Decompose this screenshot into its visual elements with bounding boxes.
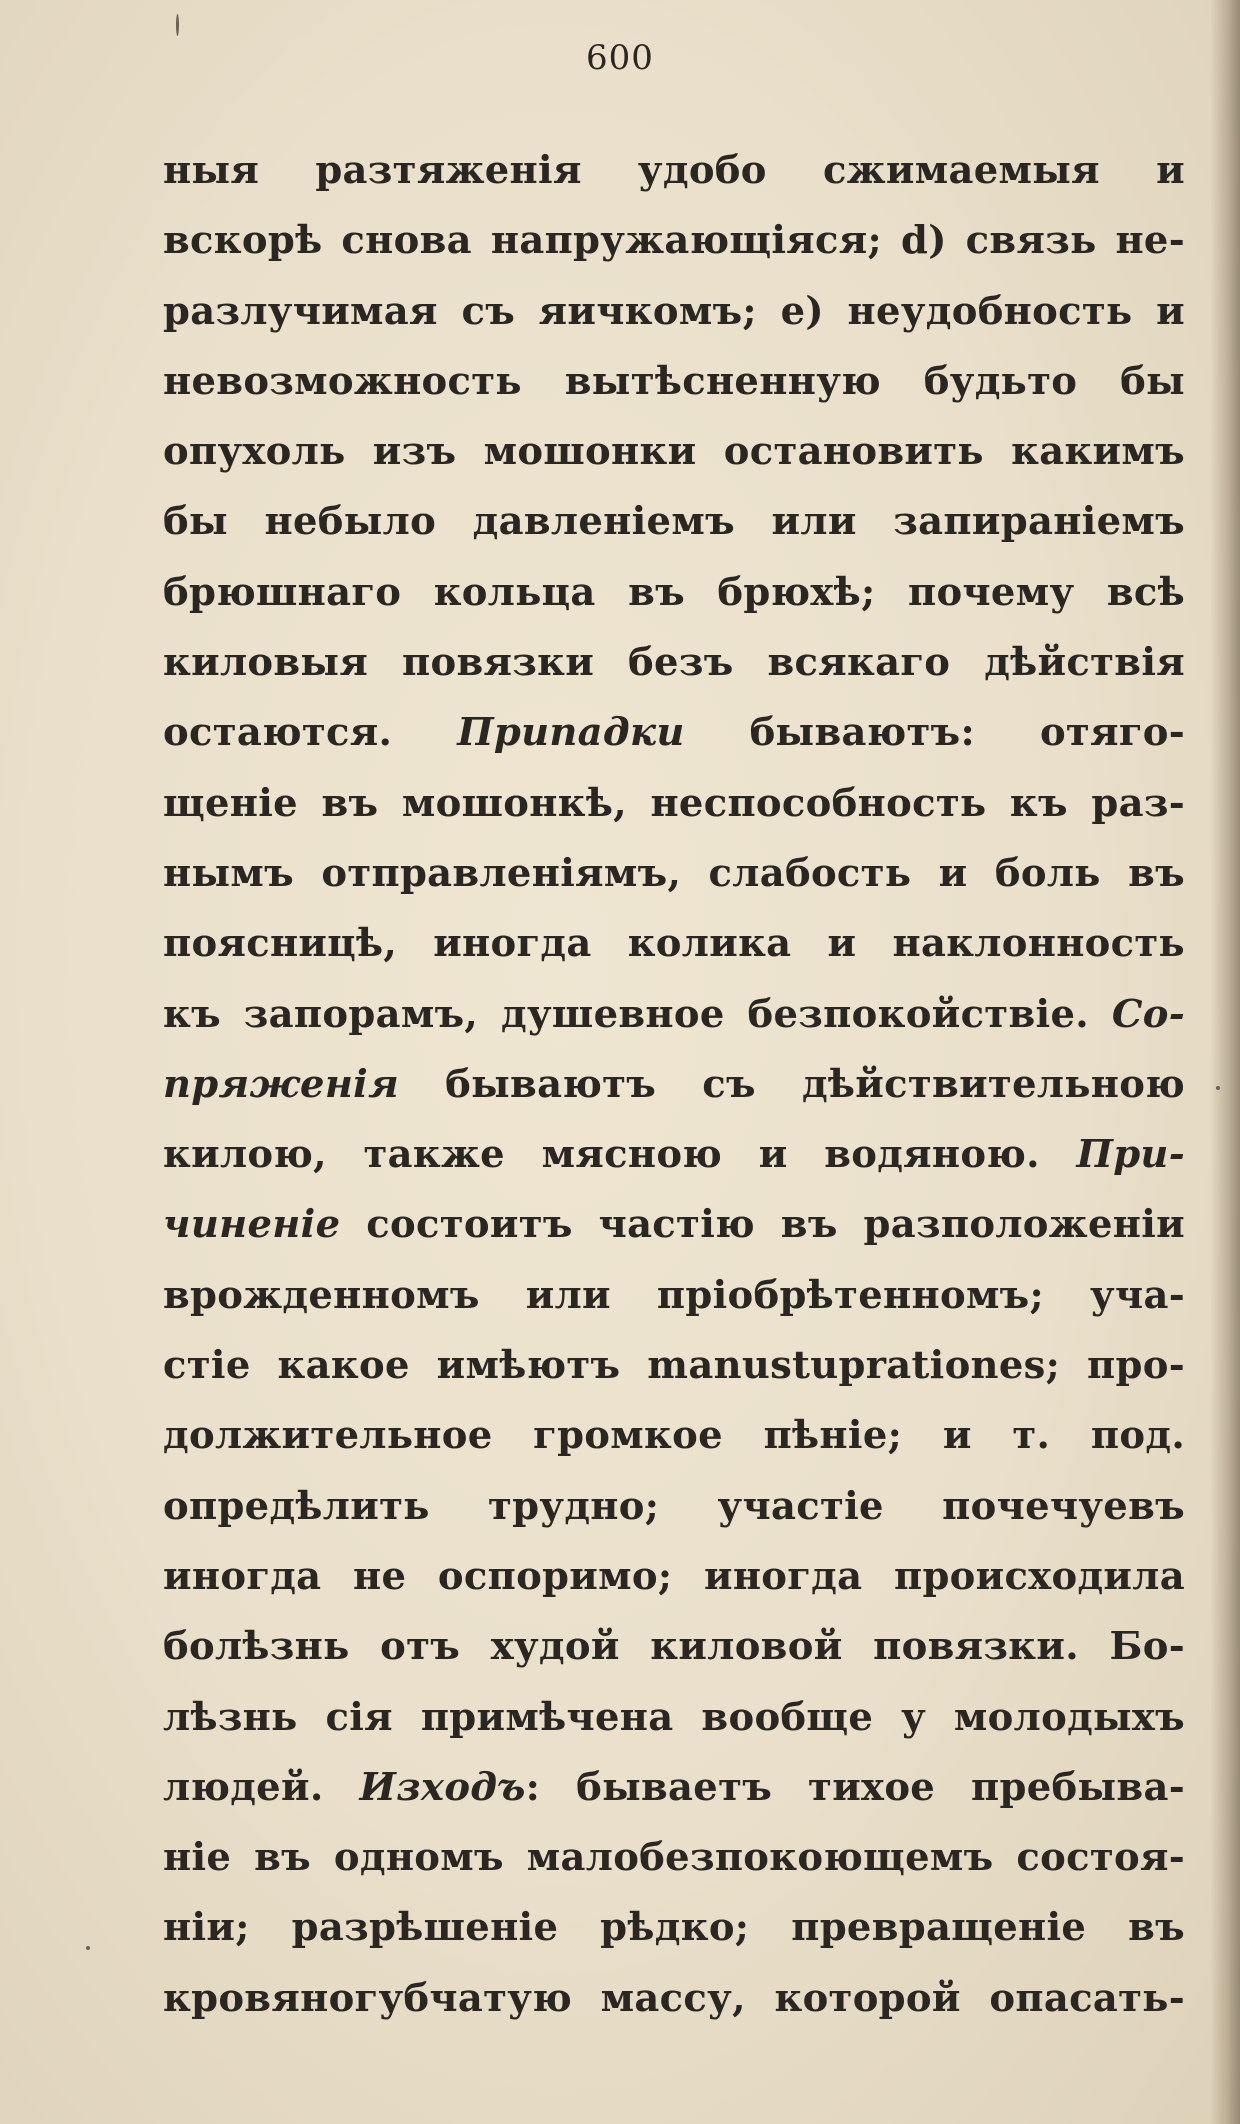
text-line	[163, 1893, 1185, 1963]
text-run: должительное громкое пѣніе; и т. под.	[163, 1413, 1186, 1459]
text-run: болѣзнь отъ худой киловой повязки. Бо-	[163, 1624, 1185, 1670]
italic-text-run: При-	[1076, 1132, 1185, 1178]
italic-text-run: Припадки	[457, 710, 685, 756]
paper-speck	[1216, 1086, 1220, 1090]
text-line	[163, 277, 1185, 347]
text-run: киловыя повязки безъ всякаго дѣйствія	[163, 640, 1186, 686]
text-run: ніе въ одномъ малобезпокоющемъ состоя-	[163, 1835, 1185, 1881]
italic-text-run: Со-	[1111, 991, 1186, 1037]
text-run: остаются.	[163, 710, 458, 756]
text-run: нымъ отправленіямъ, слабость и боль въ	[163, 850, 1186, 896]
text-run: бы небыло давленіемъ или запираніемъ	[163, 499, 1185, 545]
text-run: людей.	[163, 1764, 360, 1810]
italic-text-run: пряженія	[163, 1061, 400, 1107]
text-line	[163, 1120, 1185, 1190]
page-number: 600	[586, 38, 654, 78]
text-line	[163, 206, 1185, 276]
text-line	[163, 628, 1185, 698]
paper-speck	[86, 1946, 90, 1950]
text-line	[163, 1823, 1185, 1893]
text-run: ніи; разрѣшеніе рѣдко; превращеніе въ	[163, 1905, 1185, 1951]
text-run: щеніе въ мошонкѣ, неспособность къ раз-	[163, 780, 1186, 826]
text-line	[163, 1190, 1185, 1260]
text-line	[163, 1964, 1185, 2034]
text-run: лѣзнь сія примѣчена вообще у молодыхъ	[163, 1694, 1186, 1740]
text-line	[163, 980, 1185, 1050]
text-line	[163, 487, 1185, 557]
text-run: опухоль изъ мошонки остановить какимъ	[163, 429, 1185, 475]
text-run: : бываетъ тихое пребыва-	[525, 1764, 1185, 1810]
text-line	[163, 347, 1185, 417]
text-line	[163, 1331, 1185, 1401]
text-line	[163, 1683, 1185, 1753]
text-run: бываютъ: отяго-	[684, 710, 1185, 756]
text-line	[163, 558, 1185, 628]
text-run: состоитъ частію въ разположеніи	[340, 1202, 1186, 1248]
text-line	[163, 1472, 1185, 1542]
text-run: ныя разтяженія удобо сжимаемыя и	[163, 148, 1185, 193]
paper-speck	[176, 14, 179, 36]
text-line	[163, 1612, 1185, 1682]
text-run: врожденномъ или пріобрѣтенномъ; уча-	[163, 1272, 1185, 1318]
text-line	[163, 839, 1185, 909]
text-run: вскорѣ снова напружающіяся; d) связь не-	[163, 218, 1185, 264]
text-run: брюшнаго кольца въ брюхѣ; почему всѣ	[163, 569, 1185, 615]
text-run: поясницѣ, иногда колика и наклонность	[163, 921, 1185, 967]
text-run: невозможность вытѣсненную будьто бы	[163, 358, 1186, 404]
text-run: иногда не оспоримо; иногда происходила	[163, 1553, 1185, 1599]
text-run: къ запорамъ, душевное безпокойствіе.	[163, 991, 1112, 1037]
italic-text-run: чиненіе	[163, 1202, 341, 1248]
text-line	[163, 1261, 1185, 1331]
body-text	[163, 136, 1185, 2034]
text-run: опредѣлить трудно; участіе почечуевъ	[163, 1483, 1185, 1529]
text-run: бываютъ съ дѣйствительною	[399, 1061, 1185, 1107]
text-run: разлучимая съ яичкомъ; e) неудобность и	[163, 288, 1185, 334]
text-line	[163, 1753, 1185, 1823]
text-line	[163, 1542, 1185, 1612]
text-line	[163, 698, 1185, 768]
text-run: стіе какое имѣютъ manustuprationes; про-	[163, 1343, 1185, 1389]
text-line	[163, 417, 1185, 487]
text-line	[163, 769, 1185, 839]
text-line	[163, 1401, 1185, 1471]
text-run: кровяногубчатую массу, которой опасать-	[163, 1975, 1185, 2021]
text-line	[163, 136, 1185, 206]
text-line	[163, 909, 1185, 979]
spine-shadow	[1210, 0, 1240, 2124]
italic-text-run: Изходъ	[359, 1764, 526, 1810]
text-line	[163, 1050, 1185, 1120]
text-run: килою, также мясною и водяною.	[163, 1132, 1077, 1178]
